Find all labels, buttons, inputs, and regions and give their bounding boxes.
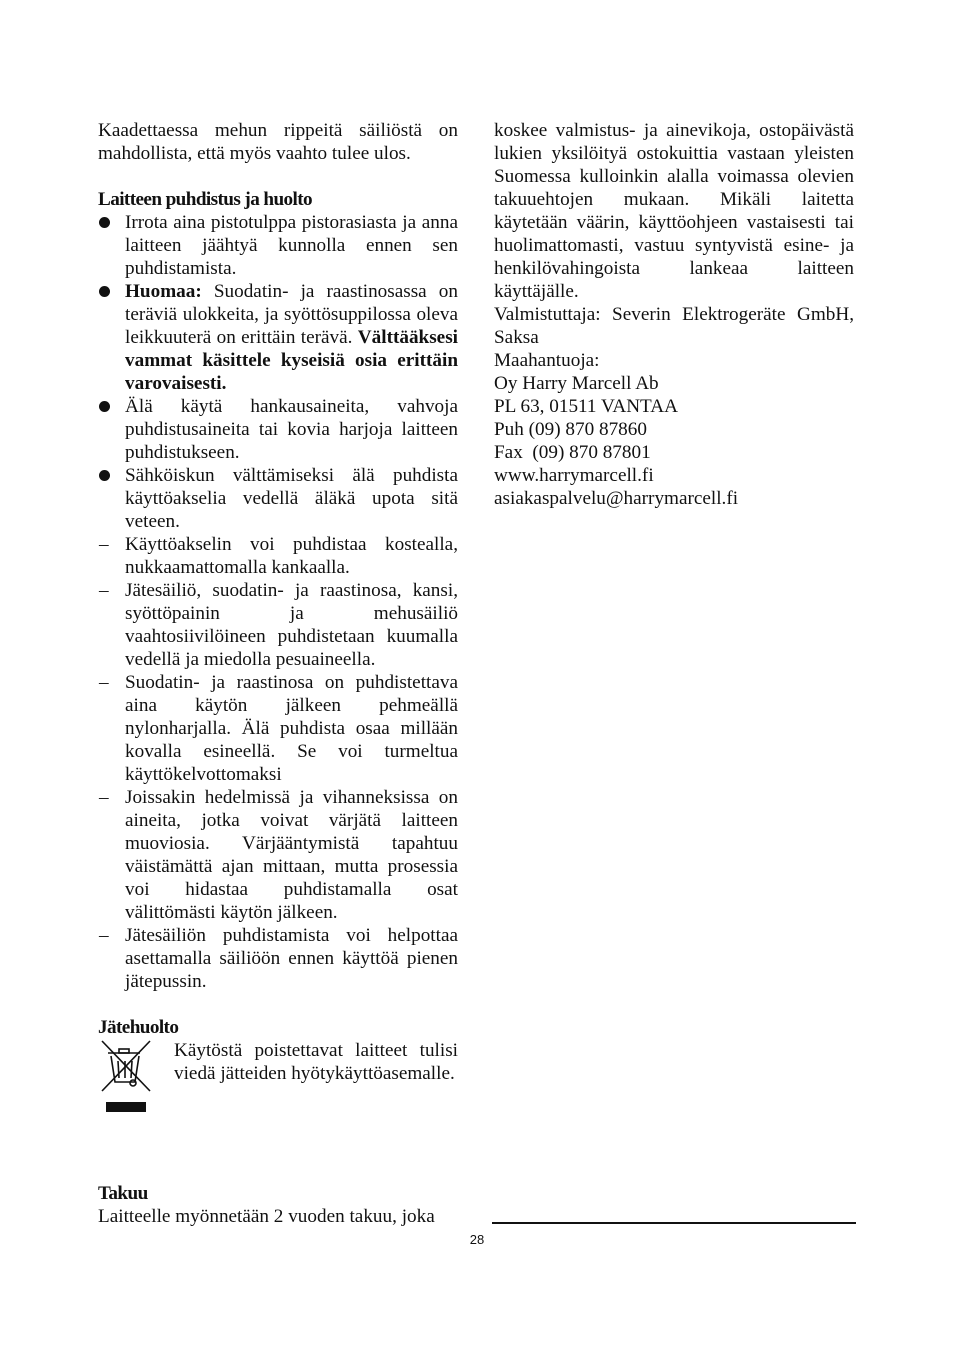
note-label: Huomaa: — [125, 281, 202, 302]
footer-divider — [492, 1222, 856, 1224]
warning-text: Välttääksesi vammat käsittele kyseisiä osia erittäin varovaisesti. — [125, 327, 458, 394]
warranty-text-start: Laitteelle myönnetään 2 vuoden takuu, joka — [98, 1206, 435, 1227]
address-line: PL 63, 01511 VANTAA — [494, 396, 678, 417]
cleaning-list — [98, 211, 458, 993]
bullet-icon — [99, 286, 110, 297]
warranty-heading: Takuu — [98, 1183, 148, 1204]
list-item: Älä käytä hankausaineita, vahvoja puhdistusaineita tai kovia harjoja laitteen puhdistukseen. — [98, 395, 458, 464]
dash-icon: – — [99, 787, 109, 808]
dash-icon: – — [99, 672, 109, 693]
list-item: – Jätesäiliö, suodatin- ja raastinosa, kansi, syöttöpainin ja mehusäiliö vaahtosiivilöineen puhdistetaan kuumalla vedellä ja miedolla pesuaineella. — [99, 580, 458, 670]
list-item: Sähköiskun välttämiseksi älä puhdista käyttöakselia vedellä äläkä upota sitä veteen. — [98, 464, 458, 533]
cleaning-heading: Laitteen puhdistus ja huolto — [98, 189, 313, 210]
list-item: – Suodatin- ja raastinosa on puhdistettava aina käytön jälkeen pehmeällä nylonharjalla. Älä puhdista osaa millään kovalla esineellä. Se voi turmeltua käyttökelvottomaksi — [99, 672, 458, 785]
company-name: Oy Harry Marcell Ab — [494, 373, 659, 394]
disposal-text: Käytöstä poistettavat laitteet tulisi viedä jätteiden hyötykäyttöasemalle. — [174, 1040, 458, 1084]
page-number: 28 — [469, 1232, 485, 1247]
dash-icon: – — [99, 534, 109, 555]
disposal-section — [98, 1039, 458, 1119]
warranty-section — [98, 1182, 458, 1228]
fax-line: Fax (09) 870 87801 — [494, 442, 651, 463]
warranty-text-continued: koskee valmistus- ja ainevikoja, ostopäivästä lukien yksilöityä ostokuittia vastaan yleisten Suomessa kulloinkin alalla voimassa olevien takuuehtojen mukaan. Mikäli laitetta käytetään väärin, käyttöohjeen vastaisesti tai huolimattomasti, vastuu syntyvistä esine- ja henkilövahingoista lankeaa laitteen käyttäjälle. — [494, 120, 854, 302]
bullet-icon — [99, 217, 110, 228]
dash-icon: – — [99, 925, 109, 946]
phone-line: Puh (09) 870 87860 — [494, 419, 647, 440]
crossed-out-bin-icon — [98, 1039, 174, 1119]
manufacturer-line: Valmistuttaja: Severin Elektrogeräte GmbH, Saksa — [494, 304, 854, 348]
right-column — [494, 119, 854, 510]
bullet-icon — [99, 470, 110, 481]
website-link[interactable]: www.harrymarcell.fi — [494, 465, 654, 486]
list-item: – Jätesäiliön puhdistamista voi helpottaa asettamalla säiliöön ennen käyttöä pienen jätepussin. — [99, 925, 458, 992]
disposal-heading: Jätehuolto — [98, 1017, 179, 1038]
list-item: – Käyttöakselin voi puhdistaa kostealla, nukkaamattomalla kankaalla. — [99, 534, 458, 578]
left-column — [98, 119, 458, 1119]
list-item: Irrota aina pistotulppa pistorasiasta ja anna laitteen jäähtyä kunnolla ennen sen puhdistamista. — [98, 211, 458, 280]
intro-paragraph: Kaadettaessa mehun rippeitä säiliöstä on mahdollista, että myös vaahto tulee ulos. — [98, 120, 458, 164]
email-link[interactable]: asiakaspalvelu@harrymarcell.fi — [494, 488, 739, 509]
bullet-icon — [99, 401, 110, 412]
list-item: – Joissakin hedelmissä ja vihanneksissa on aineita, jotka voivat värjätä laitteen muoviosia. Värjääntymistä tapahtuu väistämättä ajan mittaan, mutta prosessia voi hidastaa puhdistamalla osat välittömästi käytön jälkeen. — [99, 787, 458, 923]
importer-label: Maahantuoja: — [494, 350, 600, 371]
dash-icon: – — [99, 580, 109, 601]
list-item: Huomaa: Suodatin- ja raastinosassa on teräviä ulokkeita, ja syöttösuppilossa oleva leikkuuterä on erittäin terävä. Välttääksesi vammat käsittele kyseisiä osia erittäin varovaisesti. — [98, 280, 458, 395]
